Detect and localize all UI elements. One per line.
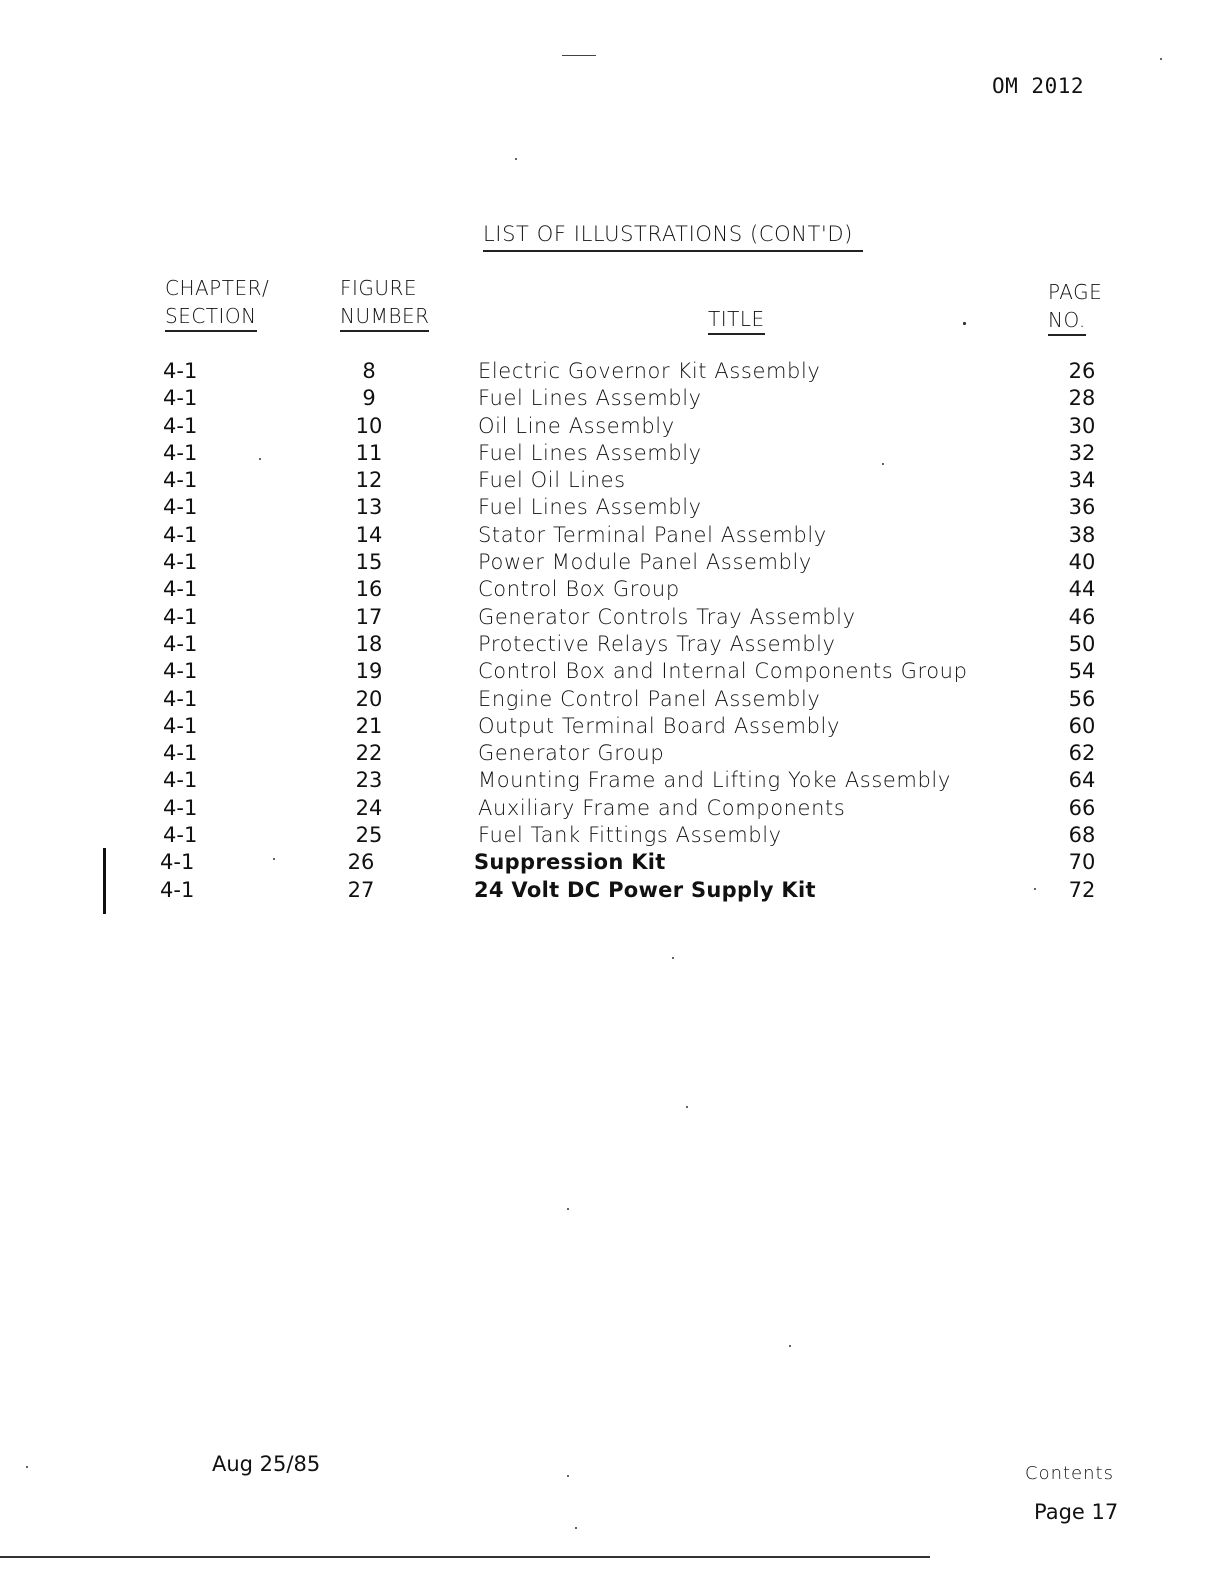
- row-figure: 22: [355, 741, 383, 766]
- scan-speck: [686, 1106, 688, 1108]
- scan-speck: [882, 463, 884, 465]
- column-header-page-line1: PAGE: [1048, 280, 1103, 304]
- list-row: [0, 385, 1224, 412]
- column-header-figure-line2: NUMBER: [340, 302, 429, 332]
- scan-speck: [963, 322, 966, 325]
- row-page: 64: [1068, 768, 1096, 793]
- scan-speck: [1160, 58, 1162, 60]
- row-title: Control Box Group: [478, 577, 680, 602]
- row-title: Fuel Lines Assembly: [478, 440, 702, 465]
- row-section: 4-1: [163, 522, 198, 547]
- row-page: 60: [1068, 713, 1096, 738]
- footer-section: Contents: [1025, 1463, 1114, 1484]
- column-header-page-line2: NO.: [1048, 306, 1086, 336]
- row-title: Power Module Panel Assembly: [478, 550, 812, 575]
- scan-speck: [1034, 888, 1036, 890]
- list-row: [0, 795, 1224, 822]
- row-figure: 27: [347, 877, 375, 902]
- row-figure: 12: [355, 468, 383, 493]
- list-row: [0, 576, 1224, 603]
- row-section: 4-1: [163, 577, 198, 602]
- row-page: 72: [1068, 877, 1096, 902]
- scan-speck: [789, 1345, 791, 1347]
- row-title: Protective Relays Tray Assembly: [478, 631, 836, 656]
- row-figure: 24: [355, 795, 383, 820]
- list-row: [0, 604, 1224, 631]
- column-header-section: [165, 274, 269, 332]
- row-page: 54: [1068, 659, 1096, 684]
- row-section: 4-1: [163, 686, 198, 711]
- row-section: 4-1: [163, 440, 198, 465]
- row-section: 4-1: [163, 495, 198, 520]
- row-figure: 20: [355, 686, 383, 711]
- scan-mark: [562, 55, 596, 56]
- row-figure: 23: [355, 768, 383, 793]
- list-row: [0, 440, 1224, 467]
- row-section: 4-1: [163, 659, 198, 684]
- scan-edge-line: [0, 1556, 930, 1558]
- footer-page-number: Page 17: [1034, 1500, 1119, 1524]
- scan-speck: [259, 458, 261, 460]
- row-title: Fuel Tank Fittings Assembly: [478, 823, 782, 848]
- scan-speck: [567, 1208, 569, 1210]
- list-row: [0, 767, 1224, 794]
- row-figure: 21: [355, 713, 383, 738]
- row-section: 4-1: [163, 768, 198, 793]
- list-row: [0, 686, 1224, 713]
- row-section: 4-1: [163, 413, 198, 438]
- row-figure: 19: [355, 659, 383, 684]
- column-header-title-text: TITLE: [708, 305, 765, 335]
- scan-speck: [575, 1527, 577, 1529]
- document-id: OM 2012: [992, 74, 1085, 98]
- list-row: [0, 849, 1224, 876]
- scan-speck: [26, 1466, 28, 1468]
- page-title: LIST OF ILLUSTRATIONS (CONT'D): [483, 222, 863, 252]
- list-row: [0, 467, 1224, 494]
- row-section: 4-1: [163, 550, 198, 575]
- row-section: 4-1: [163, 468, 198, 493]
- row-title: Fuel Lines Assembly: [478, 386, 702, 411]
- scan-speck: [273, 858, 275, 860]
- row-figure: 15: [355, 550, 383, 575]
- row-page: 38: [1068, 522, 1096, 547]
- row-title: Fuel Oil Lines: [478, 468, 626, 493]
- list-row: [0, 358, 1224, 385]
- row-title: Oil Line Assembly: [478, 413, 675, 438]
- list-row: [0, 822, 1224, 849]
- row-section: 4-1: [163, 359, 198, 383]
- row-title: Generator Group: [478, 741, 665, 766]
- row-section: 4-1: [160, 850, 195, 875]
- row-section: 4-1: [163, 604, 198, 629]
- list-row: [0, 740, 1224, 767]
- scan-speck: [567, 1475, 569, 1477]
- row-figure: 17: [355, 604, 383, 629]
- list-row: [0, 522, 1224, 549]
- row-figure: 25: [355, 823, 383, 848]
- row-section: 4-1: [163, 631, 198, 656]
- column-header-figure: [340, 274, 429, 332]
- row-section: 4-1: [163, 741, 198, 766]
- column-header-title: [708, 305, 765, 335]
- row-figure: 26: [347, 850, 375, 875]
- list-row: [0, 658, 1224, 685]
- row-title: Suppression Kit: [474, 850, 666, 875]
- row-page: 40: [1068, 550, 1096, 575]
- row-page: 26: [1068, 359, 1096, 383]
- column-header-figure-line1: FIGURE: [340, 276, 418, 300]
- row-title: Engine Control Panel Assembly: [478, 686, 821, 711]
- list-row: [0, 713, 1224, 740]
- row-title: Output Terminal Board Assembly: [478, 713, 840, 738]
- column-header-page: [1048, 278, 1102, 336]
- list-row: [0, 877, 1224, 901]
- row-page: 50: [1068, 631, 1096, 656]
- scan-speck: [515, 158, 517, 160]
- row-title: Mounting Frame and Lifting Yoke Assembly: [478, 768, 951, 793]
- row-page: 62: [1068, 741, 1096, 766]
- list-row: [0, 413, 1224, 440]
- list-row: [0, 631, 1224, 658]
- row-section: 4-1: [163, 713, 198, 738]
- row-section: 4-1: [163, 386, 198, 411]
- row-page: 30: [1068, 413, 1096, 438]
- row-page: 28: [1068, 386, 1096, 411]
- row-page: 56: [1068, 686, 1096, 711]
- row-figure: 14: [355, 522, 383, 547]
- row-figure: 18: [355, 631, 383, 656]
- row-figure: 8: [362, 359, 376, 383]
- scan-speck: [672, 957, 674, 959]
- column-header-section-line1: CHAPTER/: [165, 276, 270, 300]
- row-page: 70: [1068, 850, 1096, 875]
- list-row: [0, 549, 1224, 576]
- row-section: 4-1: [160, 877, 195, 902]
- row-figure: 16: [355, 577, 383, 602]
- row-page: 44: [1068, 577, 1096, 602]
- row-title: Generator Controls Tray Assembly: [478, 604, 856, 629]
- list-row: [0, 494, 1224, 521]
- row-page: 34: [1068, 468, 1096, 493]
- revision-change-bar: [103, 848, 106, 914]
- column-header-section-line2: SECTION: [165, 302, 257, 332]
- row-section: 4-1: [163, 795, 198, 820]
- row-title: 24 Volt DC Power Supply Kit: [474, 877, 816, 902]
- row-title: Control Box and Internal Components Group: [478, 659, 968, 684]
- row-title: Fuel Lines Assembly: [478, 495, 702, 520]
- row-page: 66: [1068, 795, 1096, 820]
- row-title: Auxiliary Frame and Components: [478, 795, 846, 820]
- row-section: 4-1: [163, 823, 198, 848]
- row-figure: 9: [362, 386, 376, 411]
- footer-date: Aug 25/85: [212, 1452, 321, 1476]
- row-page: 36: [1068, 495, 1096, 520]
- row-page: 32: [1068, 440, 1096, 465]
- row-title: Electric Governor Kit Assembly: [478, 359, 821, 383]
- illustrations-list: [0, 358, 1224, 901]
- row-title: Stator Terminal Panel Assembly: [478, 522, 827, 547]
- row-figure: 11: [355, 440, 383, 465]
- row-page: 68: [1068, 823, 1096, 848]
- row-figure: 10: [355, 413, 383, 438]
- row-figure: 13: [355, 495, 383, 520]
- row-page: 46: [1068, 604, 1096, 629]
